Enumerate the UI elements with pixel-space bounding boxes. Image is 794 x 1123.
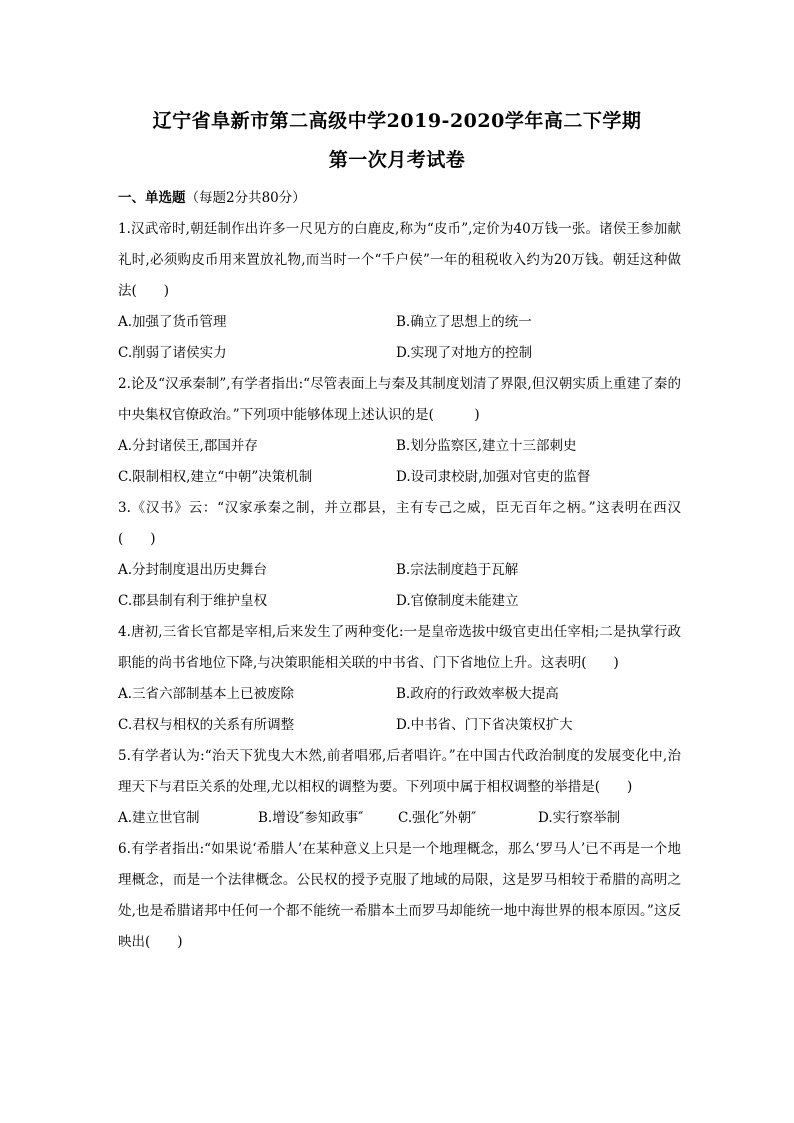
option-a: A.分封诸侯王,郡国并存 [118, 438, 258, 454]
question-4 [118, 617, 681, 741]
option-d: D.实现了对地方的控制 [396, 345, 533, 361]
option-c: C.强化″外朝″ [398, 810, 477, 826]
option-b: B.增设″参知政事″ [258, 810, 364, 826]
question-5 [118, 741, 681, 834]
option-a: A.分封制度退出历史舞台 [118, 562, 268, 578]
option-a: A.建立世官制 [118, 810, 200, 826]
option-b: B.政府的行政效率极大提高 [396, 686, 559, 702]
question-text: 5.有学者认为:“治天下犹曳大木然,前者唱邪,后者唱许。”在中国古代政治制度的发展变化中,治理天下与君臣关系的处理,尤以相权的调整为要。下列项中属于相权调整的举措是( ) [118, 748, 681, 795]
option-d: D.实行察举制 [538, 810, 621, 826]
section-heading [118, 183, 681, 214]
question-2 [118, 369, 681, 493]
option-b: B.划分监察区,建立十三部刺史 [396, 438, 577, 454]
question-text: 4.唐初,三省长官都是宰相,后来发生了两种变化:一是皇帝选拔中级官吏出任宰相;二是执掌行政职能的尚书省地位下降,与决策职能相关联的中书省、门下省地位上升。这表明( ) [118, 624, 681, 671]
option-d: D.官僚制度未能建立 [396, 593, 519, 609]
section-note: （每题2分共80分） [185, 190, 306, 206]
section-title: 一、单选题 [118, 190, 186, 206]
exam-title-line1: 辽宁省阜新市第二高级中学2019-2020学年高二下学期 [152, 110, 642, 132]
question-text: 2.论及“汉承秦制”,有学者指出:“尽管表面上与秦及其制度划清了界限,但汉朝实质上重建了秦的中央集权官僚政治。”下列项中能够体现上述认识的是( ) [118, 376, 681, 423]
question-3 [118, 493, 681, 617]
question-options [118, 679, 681, 741]
option-b: B.宗法制度趋于瓦解 [396, 562, 519, 578]
question-options [118, 555, 681, 617]
exam-title-line2: 第一次月考试卷 [328, 149, 466, 171]
option-c: C.削弱了诸侯实力 [118, 345, 227, 361]
option-a: A.加强了货币管理 [118, 314, 227, 330]
option-d: D.中书省、门下省决策权扩大 [396, 717, 573, 733]
question-options [118, 803, 681, 834]
option-b: B.确立了思想上的统一 [396, 314, 532, 330]
question-6 [118, 834, 681, 958]
option-c: C.君权与相权的关系有所调整 [118, 717, 295, 733]
option-c: C.限制相权,建立“中朝”决策机制 [118, 469, 313, 485]
exam-content [118, 183, 681, 958]
question-text: 1.汉武帝时,朝廷制作出许多一尺见方的白鹿皮,称为“皮币”,定价为40万钱一张。诸侯王参加献礼时,必须购皮币用来置放礼物,而当时一个“千户侯”一年的租税收入约为20万钱。朝廷这种做法( ) [118, 221, 681, 299]
question-options [118, 307, 681, 369]
option-c: C.郡县制有利于维护皇权 [118, 593, 268, 609]
option-d: D.设司隶校尉,加强对官吏的监督 [396, 469, 591, 485]
question-text: 6.有学者指出:“如果说‘希腊人’在某种意义上只是一个地理概念，那么‘罗马人’已不再是一个地理概念，而是一个法律概念。公民权的授予克服了地域的局限，这是罗马相较于希腊的高明之处,也是希腊诸邦中任何一个都不能统一希腊本土而罗马却能统一地中海世界的根本原因。”这反映出( ) [118, 841, 681, 950]
question-1 [118, 214, 681, 369]
option-a: A.三省六部制基本上已被废除 [118, 686, 295, 702]
question-text: 3.《汉书》云：“汉家承秦之制，并立郡县，主有专己之威，臣无百年之柄。”这表明在西汉( ) [118, 500, 681, 547]
question-options [118, 431, 681, 493]
